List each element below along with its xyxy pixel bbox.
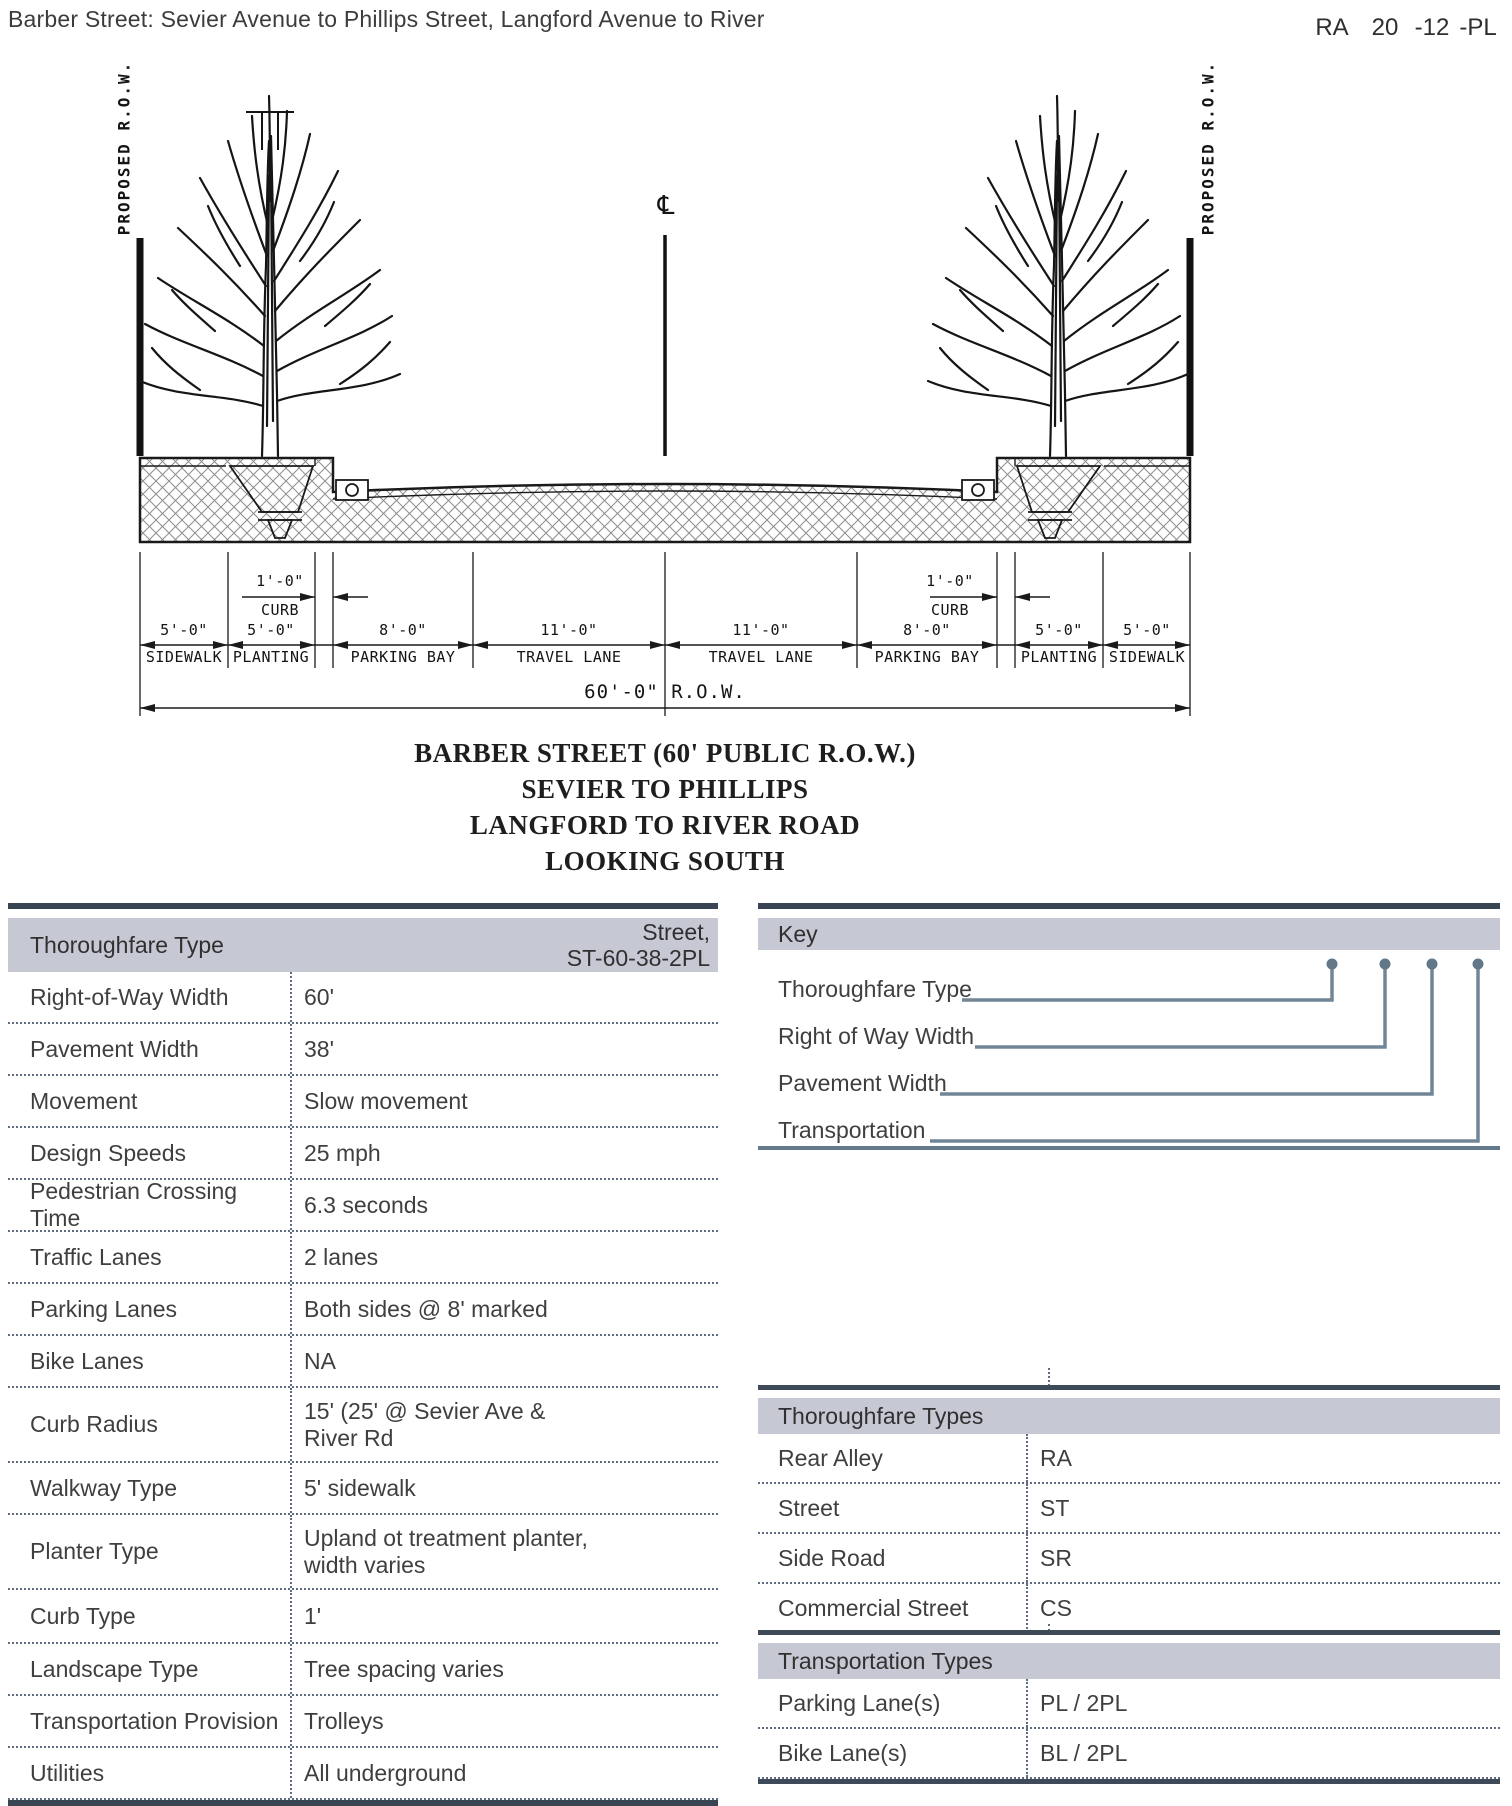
table-row	[8, 1590, 718, 1644]
row-label: Commercial Street	[758, 1584, 1028, 1632]
segment-name: PARKING BAY	[874, 648, 980, 666]
segment-name: PLANTING	[1020, 648, 1098, 666]
table-row	[758, 1534, 1500, 1584]
segment-width: 5'-0"	[247, 621, 295, 639]
table-row	[758, 1434, 1500, 1484]
table-row	[8, 1748, 718, 1800]
table-row	[8, 1644, 718, 1696]
curb-label-right: CURB	[930, 601, 970, 619]
row-label: Traffic Lanes	[8, 1232, 292, 1282]
segment-width: 11'-0"	[732, 621, 790, 639]
table-row	[8, 1232, 718, 1284]
row-label: Side Road	[758, 1534, 1028, 1582]
row-label: Curb Radius	[8, 1388, 292, 1461]
curb-width-right: 1'-0"	[926, 572, 974, 590]
row-value: 38'	[304, 1035, 334, 1062]
row-value: Slow movement	[304, 1087, 468, 1114]
row-value: 25 mph	[304, 1139, 381, 1166]
row-value: SR	[1040, 1544, 1072, 1571]
row-value: Tree spacing varies	[304, 1655, 504, 1682]
row-value: All underground	[304, 1759, 467, 1786]
key-code-part: RA	[1315, 14, 1349, 41]
segment-name: PLANTING	[232, 648, 310, 666]
segment-name: TRAVEL LANE	[516, 648, 622, 666]
segment-width: 8'-0"	[903, 621, 951, 639]
table-row	[8, 1284, 718, 1336]
row-value: CS	[1040, 1594, 1072, 1621]
row-value: ST	[1040, 1494, 1070, 1521]
row-value: BL / 2PL	[1040, 1739, 1128, 1766]
segment-name: SIDEWALK	[1108, 648, 1186, 666]
row-value: 6.3 seconds	[304, 1191, 429, 1218]
row-label: Transportation Provision	[8, 1696, 292, 1746]
row-value: RA	[1040, 1444, 1072, 1471]
row-label: Utilities	[8, 1748, 292, 1798]
row-label: Parking Lane(s)	[758, 1679, 1028, 1727]
row-label: Design Speeds	[8, 1128, 292, 1178]
segment-width: 8'-0"	[379, 621, 427, 639]
caption-line: SEVIER TO PHILLIPS	[521, 774, 809, 804]
row-value: 2 lanes	[304, 1243, 379, 1270]
row-value: 1'	[304, 1602, 322, 1629]
table-row	[758, 1584, 1500, 1632]
curb-width-left: 1'-0"	[256, 572, 304, 590]
transportation-types-table	[758, 1630, 1500, 1784]
row-label: Landscape Type	[8, 1644, 292, 1694]
row-label: Curb Type	[8, 1590, 292, 1642]
row-value: NA	[304, 1347, 336, 1374]
gutter-drain-right	[962, 480, 994, 500]
row-label: Pedestrian Crossing Time	[8, 1180, 292, 1230]
road-section-band	[140, 458, 1190, 542]
key-row-label: Right of Way Width	[778, 1023, 974, 1049]
row-label: Movement	[8, 1076, 292, 1126]
centerline-symbol: ℄	[657, 191, 675, 221]
table-row	[8, 1180, 718, 1232]
proposed-row-label-right: PROPOSED R.O.W.	[1198, 60, 1218, 236]
section-caption	[0, 735, 1330, 879]
table-row	[758, 1729, 1500, 1779]
key-code-part: 20	[1371, 14, 1399, 41]
caption-line: LOOKING SOUTH	[545, 846, 785, 876]
table-row	[8, 1463, 718, 1515]
caption-line: BARBER STREET (60' PUBLIC R.O.W.)	[414, 738, 916, 768]
table-row	[758, 1679, 1500, 1729]
segment-width: 5'-0"	[160, 621, 208, 639]
segment-name: TRAVEL LANE	[708, 648, 814, 666]
gutter-drain-left	[336, 480, 368, 500]
street-tree-right	[928, 96, 1188, 456]
page-title: Barber Street: Sevier Avenue to Phillips Street, Langford Avenue to River	[8, 6, 765, 32]
segment-width: 5'-0"	[1123, 621, 1171, 639]
key-row-label: Thoroughfare Type	[778, 976, 972, 1002]
transportation-types-header: Transportation Types	[758, 1643, 1500, 1679]
row-label: Street	[758, 1484, 1028, 1532]
spec-header-label: Thoroughfare Type	[30, 931, 224, 958]
key-leader-lines	[0, 900, 1512, 1160]
segment-name: PARKING BAY	[350, 648, 456, 666]
row-label: Rear Alley	[758, 1434, 1028, 1482]
row-value: Both sides @ 8' marked	[304, 1295, 548, 1322]
proposed-row-label-left: PROPOSED R.O.W.	[114, 60, 134, 236]
row-label: Bike Lanes	[8, 1336, 292, 1386]
table-row	[758, 1484, 1500, 1534]
thoroughfare-types-table	[758, 1385, 1500, 1632]
row-value: Trolleys	[304, 1707, 384, 1734]
caption-line: LANGFORD TO RIVER ROAD	[469, 810, 861, 840]
table-row	[8, 1515, 718, 1590]
key-row-label: Transportation	[778, 1117, 926, 1143]
row-value: Upland ot treatment planter, width varies	[304, 1524, 588, 1578]
row-label: Walkway Type	[8, 1463, 292, 1513]
key-code-part: -PL	[1459, 14, 1497, 41]
segment-width: 5'-0"	[1035, 621, 1083, 639]
table-bottom-border	[758, 1779, 1500, 1784]
key-row-label: Pavement Width	[778, 1070, 947, 1096]
table-row	[8, 1388, 718, 1463]
row-value: 5' sidewalk	[304, 1474, 416, 1501]
row-label: Parking Lanes	[8, 1284, 292, 1334]
segment-width: 11'-0"	[540, 621, 598, 639]
row-label: Right-of-Way Width	[8, 972, 292, 1022]
key-header: Key	[758, 918, 1500, 950]
table-row	[8, 1336, 718, 1388]
key-code-part: -12	[1414, 14, 1450, 41]
row-label: Pavement Width	[8, 1024, 292, 1074]
street-tree-left	[140, 96, 400, 456]
row-label: Bike Lane(s)	[758, 1729, 1028, 1777]
table-row	[8, 1696, 718, 1748]
row-value: PL / 2PL	[1040, 1689, 1128, 1716]
row-value: 60'	[304, 983, 334, 1010]
thoroughfare-types-header: Thoroughfare Types	[758, 1398, 1500, 1434]
curb-label-left: CURB	[260, 601, 300, 619]
table-bottom-border	[8, 1800, 718, 1806]
segment-name: SIDEWALK	[145, 648, 223, 666]
overall-dimension-label: 60'-0" R.O.W.	[584, 681, 746, 703]
spec-header-value: Street, ST-60-38-2PL	[566, 919, 710, 971]
row-label: Planter Type	[8, 1515, 292, 1588]
row-value: 15' (25' @ Sevier Ave & River Rd	[304, 1397, 546, 1451]
